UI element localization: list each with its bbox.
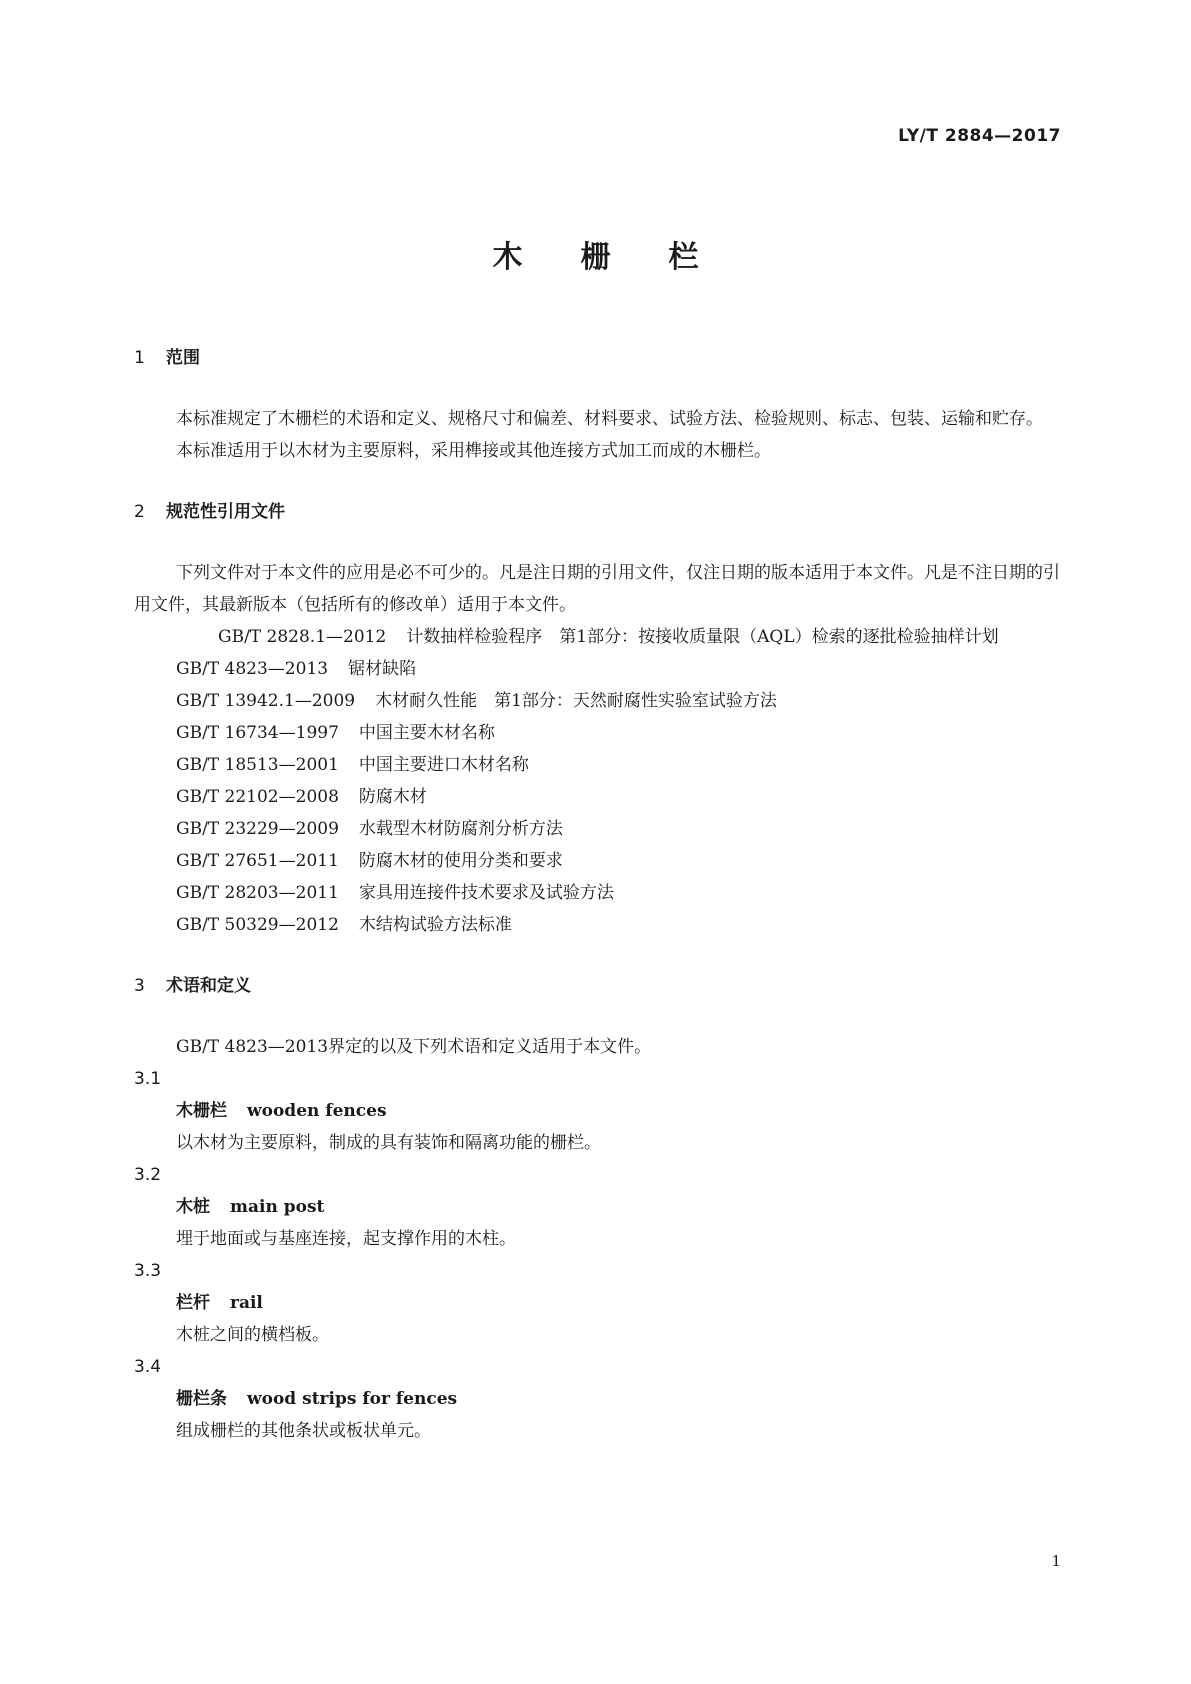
term-definition: 以木材为主要原料，制成的具有装饰和隔离功能的栅栏。 <box>176 1133 601 1153</box>
reference-code: GB/T 2828.1—2012 <box>218 627 387 647</box>
reference-title: 中国主要进口木材名称 <box>358 755 529 775</box>
term-definition: 木桩之间的横档板。 <box>176 1325 329 1345</box>
reference-title: 家具用连接件技术要求及试验方法 <box>358 883 614 903</box>
reference-title: 防腐木材 <box>358 787 427 807</box>
reference-title: 水载型木材防腐剂分析方法 <box>358 819 563 839</box>
reference-item <box>134 685 1060 717</box>
standard-code: LY/T 2884—2017 <box>898 126 1061 146</box>
section-1-number: 1 <box>134 348 145 368</box>
reference-item <box>134 621 1060 653</box>
reference-item <box>134 845 1060 877</box>
term-name-zh: 木栅栏 <box>176 1101 227 1121</box>
term-name <box>134 1095 1060 1127</box>
section-2-number: 2 <box>134 502 145 522</box>
terms-intro: GB/T 4823—2013界定的以及下列术语和定义适用于本文件。 <box>176 1037 652 1057</box>
scope-paragraph-1: 本标准规定了木栅栏的术语和定义、规格尺寸和偏差、材料要求、试验方法、检验规则、标志、包装、运输和贮存。 <box>176 409 1043 429</box>
reference-item <box>134 909 1060 941</box>
term-definition: 埋于地面或与基座连接，起支撑作用的木柱。 <box>176 1229 516 1249</box>
term-name-en: wood strips for fences <box>247 1389 458 1409</box>
reference-item <box>134 877 1060 909</box>
reference-title: 防腐木材的使用分类和要求 <box>358 851 563 871</box>
reference-title: 锯材缺陷 <box>348 659 417 679</box>
term-name-zh: 栅栏条 <box>176 1389 227 1409</box>
term-name <box>134 1191 1060 1223</box>
reference-title: 中国主要木材名称 <box>358 723 495 743</box>
term-name-en: wooden fences <box>247 1101 387 1121</box>
reference-code: GB/T 4823—2013 <box>176 659 329 679</box>
section-2-title: 规范性引用文件 <box>166 502 285 522</box>
document-body <box>134 343 1060 1447</box>
term-name-en: main post <box>230 1197 325 1217</box>
section-1-heading <box>134 343 1060 373</box>
section-3-heading <box>134 971 1060 1001</box>
scope-paragraph-2: 本标准适用于以木材为主要原料，采用榫接或其他连接方式加工而成的木栅栏。 <box>176 441 771 461</box>
term-name <box>134 1383 1060 1415</box>
reference-item <box>134 749 1060 781</box>
section-3-title: 术语和定义 <box>166 976 251 996</box>
term-number: 3.2 <box>134 1165 162 1185</box>
reference-code: GB/T 23229—2009 <box>176 819 339 839</box>
reference-title: 木结构试验方法标准 <box>358 915 512 935</box>
reference-item <box>134 653 1060 685</box>
term-name <box>134 1287 1060 1319</box>
reference-code: GB/T 22102—2008 <box>176 787 339 807</box>
references-intro: 下列文件对于本文件的应用是必不可少的。凡是注日期的引用文件，仅注日期的版本适用于本文件。凡是不注日期的引用文件，其最新版本（包括所有的修改单）适用于本文件。 <box>134 563 1060 615</box>
term-number: 3.4 <box>134 1357 162 1377</box>
reference-code: GB/T 27651—2011 <box>176 851 339 871</box>
term-number: 3.3 <box>134 1261 162 1281</box>
term-definition: 组成栅栏的其他条状或板状单元。 <box>176 1421 431 1441</box>
document-title: 木栅栏 <box>492 240 757 275</box>
reference-item <box>134 813 1060 845</box>
section-1-title: 范围 <box>166 348 200 368</box>
term-name-zh: 栏杆 <box>176 1293 210 1313</box>
term-number: 3.1 <box>134 1069 162 1089</box>
term-name-zh: 木桩 <box>176 1197 210 1217</box>
reference-code: GB/T 50329—2012 <box>176 915 339 935</box>
reference-code: GB/T 28203—2011 <box>176 883 339 903</box>
section-3-number: 3 <box>134 976 145 996</box>
reference-code: GB/T 16734—1997 <box>176 723 339 743</box>
reference-item <box>134 781 1060 813</box>
term-name-en: rail <box>230 1293 263 1313</box>
section-2-heading <box>134 497 1060 527</box>
page-number: 1 <box>1051 1552 1061 1570</box>
reference-title: 木材耐久性能 第1部分：天然耐腐性实验室试验方法 <box>375 691 777 711</box>
reference-title: 计数抽样检验程序 第1部分：按接收质量限（AQL）检索的逐批检验抽样计划 <box>406 627 999 647</box>
reference-code: GB/T 13942.1—2009 <box>176 691 356 711</box>
reference-item <box>134 717 1060 749</box>
reference-code: GB/T 18513—2001 <box>176 755 339 775</box>
